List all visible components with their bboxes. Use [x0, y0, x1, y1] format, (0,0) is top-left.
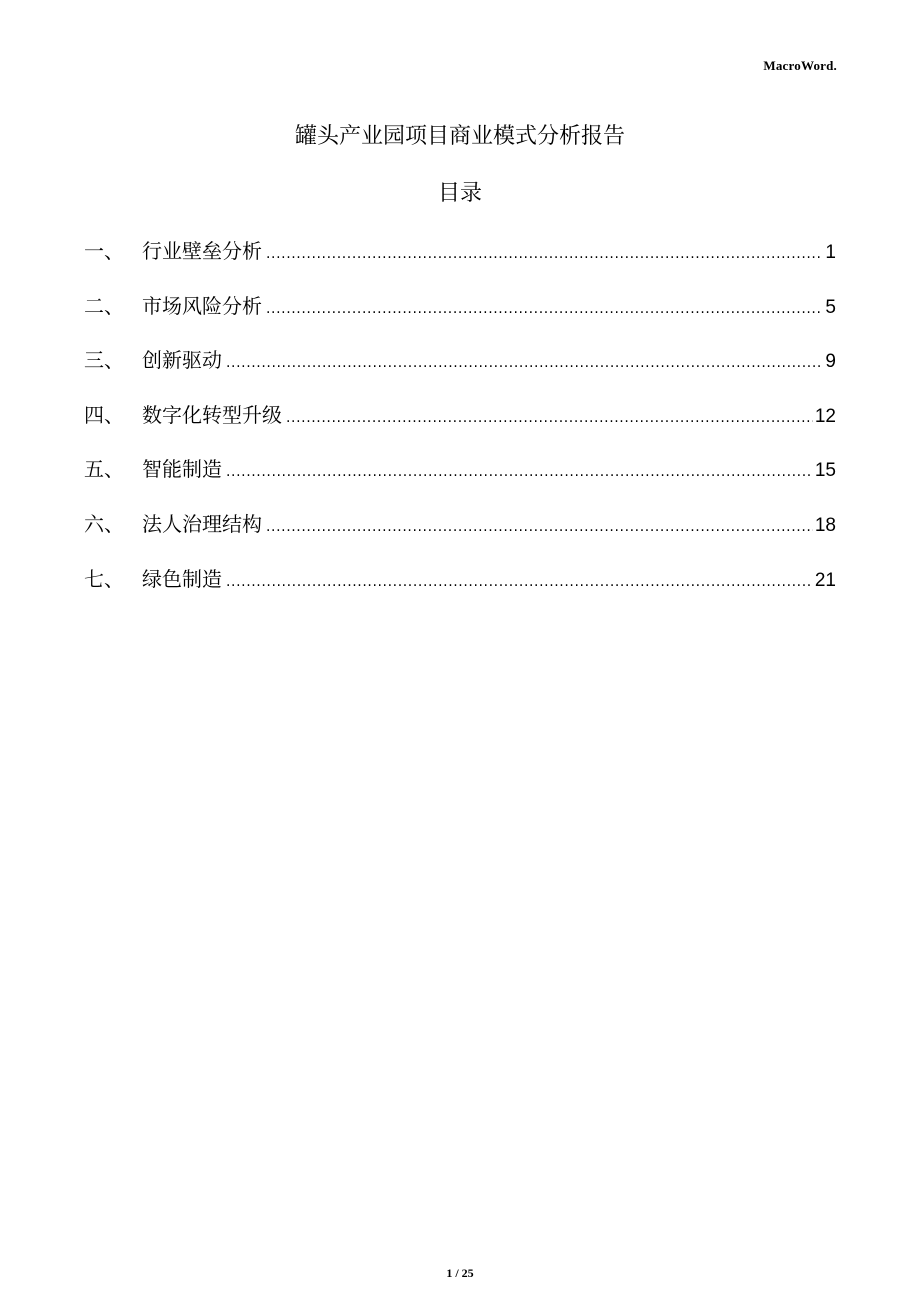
toc-dot-leader [266, 294, 823, 324]
toc-entry-page[interactable]: 15 [814, 460, 836, 482]
toc-entry[interactable] [84, 400, 836, 455]
toc-entry-label[interactable]: 数字化转型升级 [142, 402, 282, 427]
toc-entry-number: 四、 [84, 402, 124, 427]
toc-dot-leader [226, 567, 813, 597]
toc-entry-number: 二、 [84, 293, 124, 318]
toc-entry-number: 一、 [84, 239, 124, 263]
toc-entry[interactable] [84, 236, 836, 291]
toc-entry-label[interactable]: 法人治理结构 [142, 511, 262, 536]
toc-dot-leader [226, 348, 823, 378]
toc-entry-label[interactable]: 创新驱动 [142, 348, 222, 373]
toc-entry[interactable] [84, 454, 836, 509]
toc-dot-leader [286, 403, 813, 433]
toc-entry-number: 七、 [84, 566, 124, 591]
toc-entry-number: 五、 [84, 457, 124, 482]
toc-entry-page[interactable]: 9 [825, 351, 836, 373]
toc-entry[interactable] [84, 345, 836, 400]
toc-dot-leader [266, 239, 823, 269]
toc-entry[interactable] [84, 509, 836, 564]
toc-entry-number: 三、 [84, 348, 124, 373]
toc-entry-number: 六、 [84, 511, 124, 536]
toc-entry-page[interactable]: 1 [825, 242, 836, 263]
toc-entry-label[interactable]: 行业壁垒分析 [142, 239, 262, 263]
toc-entry[interactable] [84, 564, 836, 619]
toc-entry-page[interactable]: 21 [814, 569, 836, 591]
toc-entry-page[interactable]: 12 [814, 405, 836, 427]
toc-entry-page[interactable]: 5 [825, 296, 836, 318]
page-indicator: 1 / 25 [446, 1266, 474, 1280]
toc-entry-label[interactable]: 智能制造 [142, 457, 222, 482]
toc-heading: 目录 [437, 181, 482, 206]
toc-entry-label[interactable]: 市场风险分析 [142, 293, 262, 318]
header-brand: MacroWord. [763, 58, 837, 73]
document-title: 罐头产业园项目商业模式分析报告 [294, 124, 625, 149]
toc-entry[interactable] [84, 291, 836, 346]
toc-dot-leader [266, 512, 813, 542]
toc-entry-page[interactable]: 18 [814, 514, 836, 536]
toc-entry-label[interactable]: 绿色制造 [142, 566, 222, 591]
table-of-contents [84, 236, 836, 618]
toc-dot-leader [226, 457, 813, 487]
